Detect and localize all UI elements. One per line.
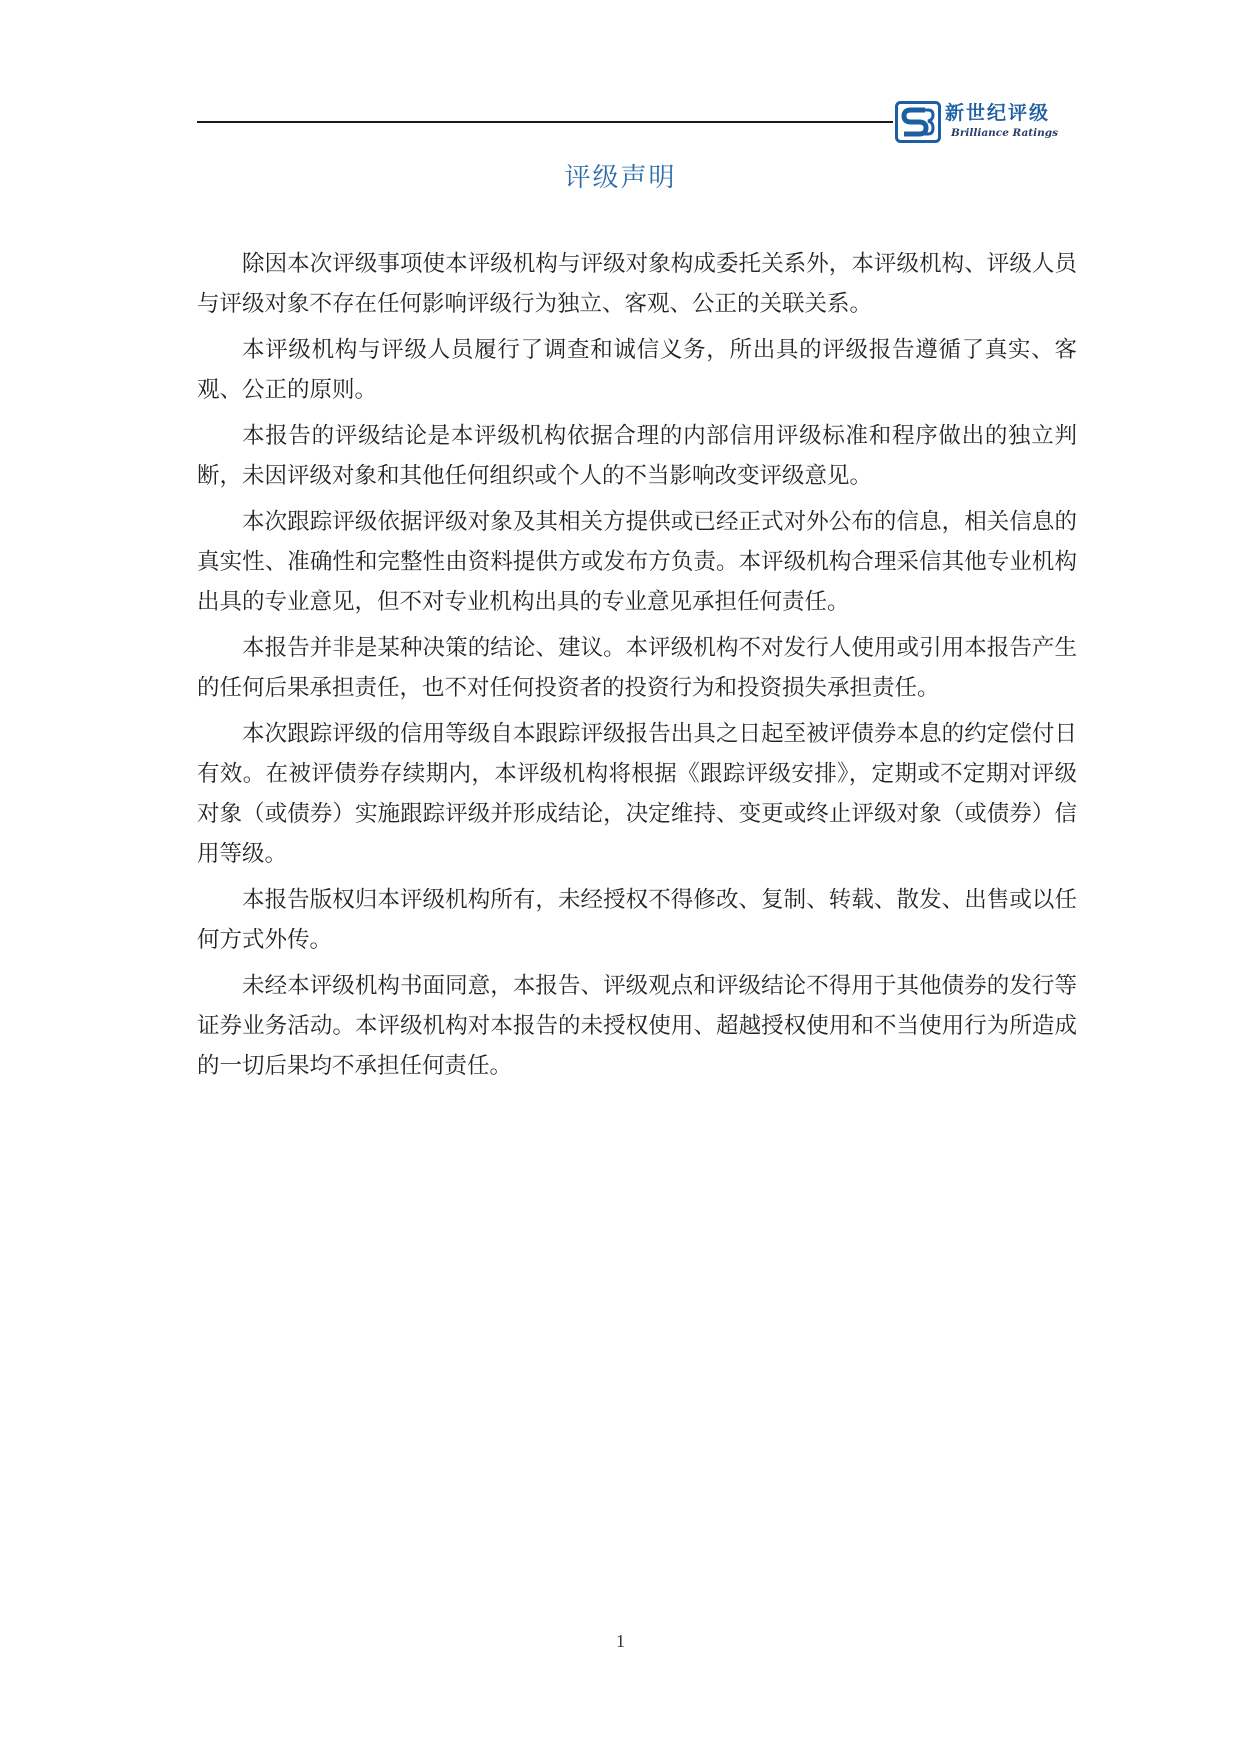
paragraph: 本次跟踪评级依据评级对象及其相关方提供或已经正式对外公布的信息，相关信息的真实性、准确性和完整性由资料提供方或发布方负责。本评级机构合理采信其他专业机构出具的专业意见，但不对专业机构出具的专业意见承担任何责任。 (197, 509, 1077, 615)
paragraph: 本次跟踪评级的信用等级自本跟踪评级报告出具之日起至被评债券本息的约定偿付日有效。在被评债券存续期内，本评级机构将根据《跟踪评级安排》，定期或不定期对评级对象（或债券）实施跟踪评级并形成结论，决定维持、变更或终止评级对象（或债券）信用等级。 (197, 721, 1077, 867)
declaration-body (197, 244, 1077, 1092)
paragraph: 未经本评级机构书面同意，本报告、评级观点和评级结论不得用于其他债券的发行等证券业务活动。本评级机构对本报告的未授权使用、超越授权使用和不当使用行为所造成的一切后果均不承担任何责任。 (197, 973, 1077, 1079)
paragraph: 本报告并非是某种决策的结论、建议。本评级机构不对发行人使用或引用本报告产生的任何后果承担责任，也不对任何投资者的投资行为和投资损失承担责任。 (197, 635, 1077, 701)
paragraph: 本报告的评级结论是本评级机构依据合理的内部信用评级标准和程序做出的独立判断，未因评级对象和其他任何组织或个人的不当影响改变评级意见。 (197, 423, 1077, 489)
page-number: 1 (616, 1631, 625, 1651)
paragraph: 除因本次评级事项使本评级机构与评级对象构成委托关系外，本评级机构、评级人员与评级对象不存在任何影响评级行为独立、客观、公正的关联关系。 (197, 251, 1077, 317)
page-title: 评级声明 (564, 163, 677, 193)
paragraph: 本报告版权归本评级机构所有，未经授权不得修改、复制、转载、散发、出售或以任何方式外传。 (197, 887, 1077, 953)
logo-english-name: Brilliance Ratings (951, 127, 1059, 139)
logo-chinese-name: 新世纪评级 (945, 102, 1051, 124)
sb-monogram-logo-icon (895, 101, 941, 143)
brand-logo (895, 98, 1065, 148)
header-rule (197, 121, 893, 123)
paragraph: 本评级机构与评级人员履行了调查和诚信义务，所出具的评级报告遵循了真实、客观、公正的原则。 (197, 337, 1077, 403)
